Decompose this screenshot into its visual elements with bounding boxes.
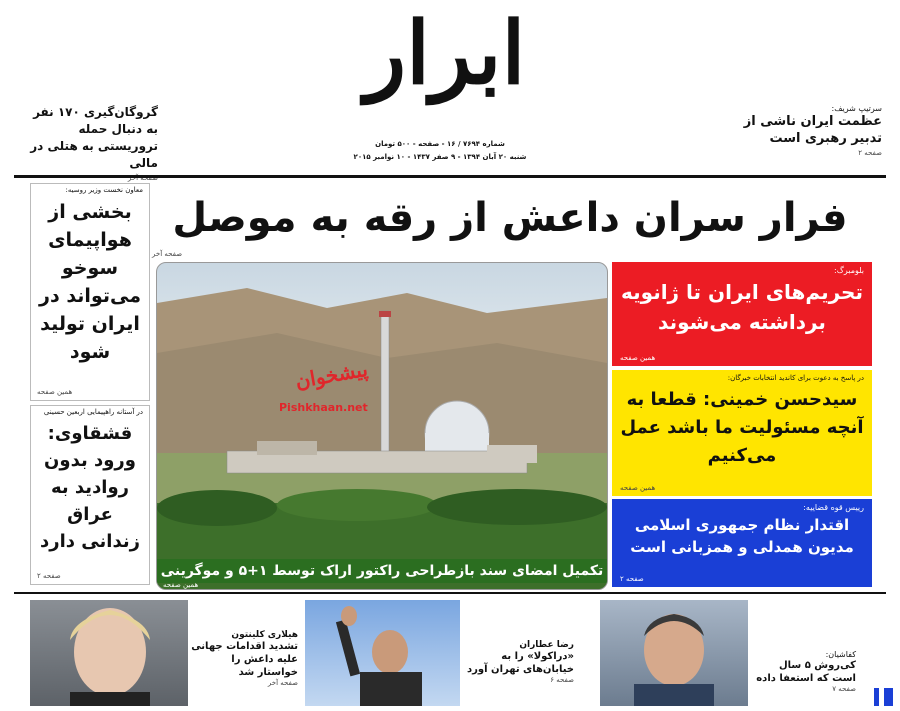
person-portrait-icon-2 (600, 600, 748, 706)
left-story-2-kicker: در آستانه راهپیمایی اربعین حسینی (43, 408, 143, 416)
right-story-3-title: اقتدار نظام جمهوری اسلامی مدیون همدلی و همزبانی است (630, 516, 854, 556)
top-right-title: عظمت ایران ناشی از تدبیر رهبری است (743, 114, 882, 146)
masthead-rule (14, 175, 886, 178)
bottom-story-2-page: صفحه ۶ (550, 676, 574, 684)
ataran-photo (305, 600, 460, 706)
reactor-scene-illustration (157, 263, 607, 589)
arak-reactor-photo[interactable] (156, 262, 608, 590)
watermark-url: Pishkhaan.net (279, 401, 368, 414)
bottom-story-3-title: کی‌روش ۵ سال است که استعفا داده (756, 660, 856, 684)
left-story-1-page: همین صفحه (37, 388, 73, 396)
top-left-teaser[interactable] (18, 104, 158, 182)
right-story-3-kicker: رییس قوه قضاییه: (803, 503, 864, 512)
person-portrait-icon (30, 600, 188, 706)
bottom-story-1-page: صفحه آخر (267, 679, 298, 687)
top-left-page: صفحه آخر (127, 174, 158, 182)
kafashian-photo (600, 600, 748, 706)
left-story-1-title: بخشی از هواپیمای سوخو می‌تواند در ایران تولید شود (39, 201, 141, 363)
photo-caption: تکمیل امضای سند بازطراحی راکتور اراک توسط ۱+۵ و موگرینی (157, 559, 607, 583)
issue-line-2: شنبه ۲۰ آبان ۱۳۹۴ - ۹ صفر ۱۴۳۷ - ۱۰ نوامبر ۲۰۱۵ (353, 153, 527, 161)
bottom-story-3-page: صفحه ۷ (832, 685, 856, 693)
bottom-story-2-title: «دراکولا» را به خیابان‌های تهران آورد (467, 651, 574, 675)
bottom-rule (14, 592, 886, 594)
bottom-story-2[interactable] (462, 640, 574, 684)
clinton-photo (30, 600, 188, 706)
corner-blue-bar-1 (874, 688, 879, 706)
main-headline[interactable]: فرار سران داعش از رقه به موصل (172, 195, 848, 241)
main-headline-page: صفحه آخر (152, 250, 183, 258)
right-story-1[interactable] (612, 262, 872, 366)
top-right-kicker: سرتیپ شریف: (831, 104, 882, 113)
right-story-2[interactable] (612, 370, 872, 496)
person-waving-icon (305, 600, 460, 706)
bottom-story-1[interactable] (190, 630, 298, 687)
left-story-2-title: قشقاوی: ورود بدون روادید به عراق زندانی دارد (40, 423, 140, 552)
right-story-1-page: همین صفحه (620, 354, 656, 362)
top-left-title: گروگان‌گیری ۱۷۰ نفر به دنبال حمله تروریستی به هتلی در مالی (30, 105, 158, 170)
top-right-page: صفحه ۲ (858, 149, 882, 157)
bottom-story-2-kicker: رضا عطاران (519, 640, 574, 650)
left-story-2-page: صفحه ۲ (37, 572, 61, 580)
right-story-1-title: تحریم‌های ایران تا ژانویه برداشته می‌شوند (621, 280, 863, 334)
masthead-logo: ابرار (364, 3, 526, 104)
left-story-1-kicker: معاون نخست وزیر روسیه: (65, 186, 143, 194)
bottom-story-1-title: تشدید اقدامات جهانی علیه داعش را خواستار شد (191, 641, 298, 678)
right-story-2-kicker: در پاسخ به دعوت برای کاندید انتخابات خبرگان: (727, 374, 864, 382)
right-story-3[interactable] (612, 499, 872, 587)
bottom-story-3[interactable] (752, 650, 856, 693)
bottom-story-1-kicker: هیلاری کلینتون (231, 630, 298, 640)
right-story-2-title: سیدحسن خمینی: قطعا به آنچه مسئولیت ما باشد عمل می‌کنیم (620, 389, 864, 466)
left-story-2[interactable] (30, 405, 150, 585)
right-story-1-kicker: بلومبرگ: (834, 266, 864, 275)
watermark-name: پیشخوان (293, 356, 370, 394)
left-story-1[interactable] (30, 183, 150, 401)
corner-blue-bar-2 (884, 688, 893, 706)
bottom-story-3-kicker: کفاشیان: (825, 650, 856, 659)
right-story-2-page: همین صفحه (620, 484, 656, 492)
right-story-3-page: صفحه ۲ (620, 575, 644, 583)
issue-line-1: شماره ۷۶۹۴ / ۱۶ - صفحه - ۵۰۰ تومان (375, 140, 505, 148)
top-right-teaser[interactable] (730, 104, 882, 157)
photo-caption-page: همین صفحه (163, 581, 199, 589)
